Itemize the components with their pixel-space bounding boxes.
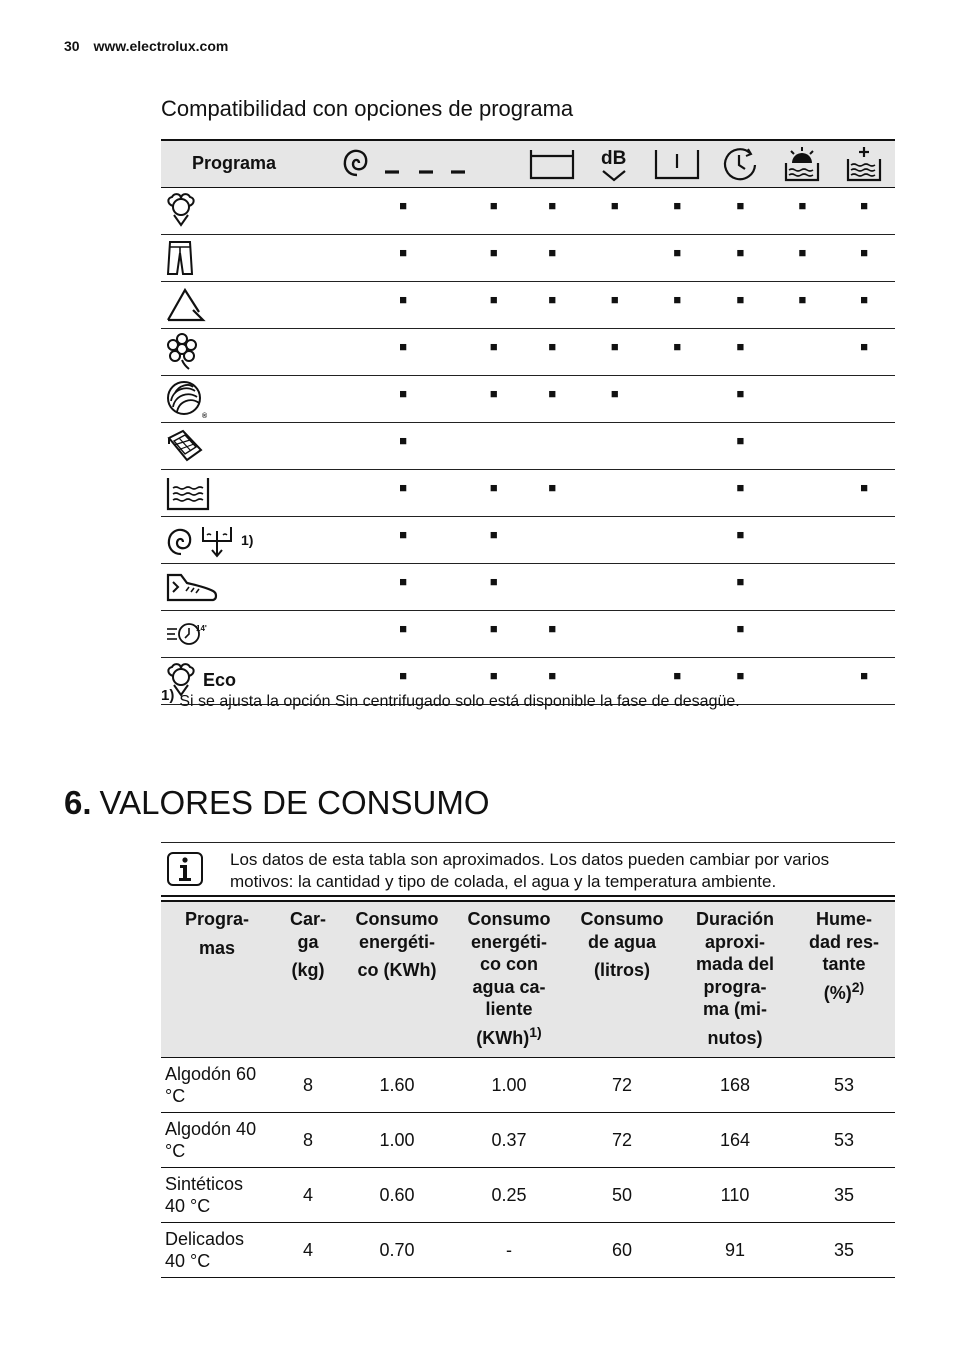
info-icon bbox=[166, 851, 204, 887]
mark-cell bbox=[833, 516, 895, 563]
mark-cell bbox=[772, 422, 834, 469]
mark-cell: ■ bbox=[520, 375, 584, 422]
mark-cell: ■ bbox=[645, 328, 709, 375]
mark-cell bbox=[645, 516, 709, 563]
table-row bbox=[161, 187, 895, 234]
page-header bbox=[64, 38, 228, 54]
mark-cell: ■ bbox=[645, 657, 709, 704]
synthetics-icon bbox=[165, 286, 207, 324]
column-header: Consumo energéti- co (KWh) bbox=[343, 901, 451, 1058]
table-cell: 50 bbox=[567, 1168, 677, 1223]
mark-cell: ■ bbox=[520, 187, 584, 234]
mark-cell: ■ bbox=[833, 469, 895, 516]
table-row bbox=[161, 516, 895, 563]
mark-cell: ■ bbox=[339, 234, 467, 281]
column-header: Progra- mas bbox=[161, 901, 273, 1058]
site-url: www.electrolux.com bbox=[93, 38, 229, 54]
mark-cell bbox=[833, 422, 895, 469]
table-cell: 8 bbox=[273, 1058, 343, 1113]
mark-cell bbox=[772, 328, 834, 375]
info-note bbox=[161, 842, 895, 897]
compat-title: Compatibilidad con opciones de programa bbox=[161, 96, 574, 121]
duvet-icon bbox=[165, 428, 205, 464]
table-cell: 53 bbox=[793, 1113, 895, 1168]
mark-cell: ■ bbox=[709, 234, 771, 281]
mark-cell bbox=[584, 563, 645, 610]
table-row bbox=[161, 328, 895, 375]
program-header: Programa bbox=[161, 140, 339, 187]
table-cell: 91 bbox=[677, 1223, 793, 1278]
svg-text:14': 14' bbox=[196, 623, 207, 633]
footnote-text: Si se ajusta la opción Sin centrifugado solo está disponible la fase de desagüe. bbox=[179, 693, 740, 710]
program-name: Sintéticos 40 °C bbox=[161, 1168, 273, 1223]
mark-cell: ■ bbox=[520, 657, 584, 704]
mark-cell: ■ bbox=[467, 187, 520, 234]
mark-cell: ■ bbox=[645, 234, 709, 281]
table-cell: 4 bbox=[273, 1168, 343, 1223]
consumption-table bbox=[161, 900, 895, 1278]
svg-text:®: ® bbox=[202, 412, 208, 419]
mark-cell: ■ bbox=[339, 657, 467, 704]
table-row bbox=[161, 1058, 895, 1113]
mark-cell: ■ bbox=[467, 328, 520, 375]
mark-cell bbox=[520, 563, 584, 610]
prewash-icon bbox=[772, 140, 834, 187]
table-row bbox=[161, 234, 895, 281]
mark-cell bbox=[584, 610, 645, 657]
column-header: Duración aproxi- mada del progra- ma (mi- nutos) bbox=[677, 901, 793, 1058]
mark-cell: ■ bbox=[339, 281, 467, 328]
mark-cell bbox=[645, 563, 709, 610]
table-cell: 72 bbox=[567, 1058, 677, 1113]
page-number: 30 bbox=[64, 38, 80, 54]
mark-cell: ■ bbox=[467, 375, 520, 422]
column-header: Car- ga (kg) bbox=[273, 901, 343, 1058]
program-name: Delicados 40 °C bbox=[161, 1223, 273, 1278]
table-cell: 1.00 bbox=[451, 1058, 567, 1113]
rinse-hold-icon bbox=[645, 140, 709, 187]
table-cell: 164 bbox=[677, 1113, 793, 1168]
mark-cell bbox=[772, 516, 834, 563]
mark-cell: ■ bbox=[645, 187, 709, 234]
mark-cell: ■ bbox=[339, 563, 467, 610]
mark-cell: ■ bbox=[833, 328, 895, 375]
cotton-icon bbox=[165, 193, 197, 229]
mark-cell: ■ bbox=[709, 187, 771, 234]
mark-cell bbox=[833, 563, 895, 610]
table-row bbox=[161, 563, 895, 610]
mark-cell: ■ bbox=[467, 610, 520, 657]
mark-cell: ■ bbox=[833, 187, 895, 234]
mark-cell bbox=[645, 375, 709, 422]
column-header: Consumo energéti- co con agua ca- liente (KWh)$^{1)}$ bbox=[451, 901, 567, 1058]
table-cell: 110 bbox=[677, 1168, 793, 1223]
stain-icon bbox=[520, 140, 584, 187]
mark-cell bbox=[584, 469, 645, 516]
mark-cell: ■ bbox=[467, 657, 520, 704]
section-heading bbox=[64, 784, 490, 822]
mark-cell bbox=[772, 657, 834, 704]
mark-cell: ■ bbox=[584, 328, 645, 375]
mark-cell: ■ bbox=[467, 281, 520, 328]
table-cell: 1.60 bbox=[343, 1058, 451, 1113]
mark-cell: ■ bbox=[772, 187, 834, 234]
mark-cell bbox=[645, 610, 709, 657]
mark-cell bbox=[520, 422, 584, 469]
compatibility-table bbox=[161, 139, 895, 705]
svg-text:dB: dB bbox=[600, 147, 627, 169]
mark-cell: ■ bbox=[520, 328, 584, 375]
time-delay-icon bbox=[709, 140, 771, 187]
table-cell: 8 bbox=[273, 1113, 343, 1168]
mark-cell bbox=[772, 563, 834, 610]
table-cell: 0.37 bbox=[451, 1113, 567, 1168]
table-row bbox=[161, 469, 895, 516]
table-row bbox=[161, 1168, 895, 1223]
row-label: Eco bbox=[203, 670, 237, 690]
mark-cell bbox=[772, 610, 834, 657]
table-row bbox=[161, 375, 895, 422]
mark-cell: ■ bbox=[584, 375, 645, 422]
table-cell: 0.60 bbox=[343, 1168, 451, 1223]
mark-cell: ■ bbox=[709, 422, 771, 469]
table-cell: 60 bbox=[567, 1223, 677, 1278]
table-cell: 35 bbox=[793, 1223, 895, 1278]
mark-cell: ■ bbox=[339, 328, 467, 375]
table-cell: 0.25 bbox=[451, 1168, 567, 1223]
table-cell: 1.00 bbox=[343, 1113, 451, 1168]
column-header: Consumo de agua (litros) bbox=[567, 901, 677, 1058]
mark-cell: ■ bbox=[339, 422, 467, 469]
mark-cell: ■ bbox=[467, 516, 520, 563]
mark-cell bbox=[645, 422, 709, 469]
quiet-icon bbox=[584, 140, 645, 187]
mark-cell: ■ bbox=[467, 234, 520, 281]
table-cell: 4 bbox=[273, 1223, 343, 1278]
jeans-icon bbox=[165, 239, 195, 277]
mark-cell: ■ bbox=[520, 234, 584, 281]
section-number: 6. bbox=[64, 784, 92, 821]
quick-14-icon bbox=[165, 620, 211, 648]
table-row bbox=[161, 610, 895, 657]
mark-cell bbox=[467, 422, 520, 469]
mark-cell bbox=[520, 516, 584, 563]
mark-cell bbox=[772, 375, 834, 422]
mark-cell: ■ bbox=[772, 281, 834, 328]
wool-icon bbox=[165, 379, 209, 419]
mark-cell: ■ bbox=[709, 657, 771, 704]
program-name: Algodón 40 °C bbox=[161, 1113, 273, 1168]
sport-shoe-icon bbox=[165, 569, 219, 605]
mark-cell: ■ bbox=[709, 328, 771, 375]
mark-cell: ■ bbox=[709, 281, 771, 328]
mark-cell: ■ bbox=[709, 563, 771, 610]
mark-cell: ■ bbox=[709, 375, 771, 422]
mark-cell: ■ bbox=[339, 187, 467, 234]
mark-cell: ■ bbox=[709, 516, 771, 563]
mark-cell: ■ bbox=[520, 281, 584, 328]
mark-cell: ■ bbox=[339, 469, 467, 516]
mark-cell bbox=[584, 234, 645, 281]
mark-cell: ■ bbox=[339, 516, 467, 563]
mark-cell: ■ bbox=[833, 657, 895, 704]
extra-rinse-icon bbox=[833, 140, 895, 187]
mark-cell bbox=[833, 610, 895, 657]
mark-cell bbox=[584, 516, 645, 563]
table-cell: 168 bbox=[677, 1058, 793, 1113]
table-cell: 53 bbox=[793, 1058, 895, 1113]
table-row bbox=[161, 1113, 895, 1168]
table-row bbox=[161, 1223, 895, 1278]
table-cell: 0.70 bbox=[343, 1223, 451, 1278]
mark-cell: ■ bbox=[339, 610, 467, 657]
note-text: Los datos de esta tabla son aproximados. Los datos pueden cambiar por varios motivos: la cantidad y tipo de colada, el agua y la temperatura ambiente. bbox=[230, 850, 830, 891]
mark-cell: ■ bbox=[584, 187, 645, 234]
spin-drain-icon bbox=[165, 521, 235, 559]
rinse-icon bbox=[165, 474, 211, 512]
mark-cell: ■ bbox=[709, 610, 771, 657]
column-header: Hume- dad res- tante (%)$^{2)}$ bbox=[793, 901, 895, 1058]
table-cell: 35 bbox=[793, 1168, 895, 1223]
mark-cell bbox=[584, 422, 645, 469]
mark-cell bbox=[645, 469, 709, 516]
spin-reduction-icon bbox=[339, 140, 467, 187]
section-title: VALORES DE CONSUMO bbox=[99, 784, 490, 821]
compat-footnote bbox=[161, 686, 740, 711]
delicates-icon bbox=[165, 333, 199, 371]
mark-cell: ■ bbox=[709, 469, 771, 516]
mark-cell bbox=[833, 375, 895, 422]
table-row bbox=[161, 281, 895, 328]
table-cell: - bbox=[451, 1223, 567, 1278]
mark-cell: ■ bbox=[467, 469, 520, 516]
mark-cell: ■ bbox=[645, 281, 709, 328]
row-label: 1) bbox=[241, 531, 254, 548]
mark-cell: ■ bbox=[339, 375, 467, 422]
mark-cell: ■ bbox=[584, 281, 645, 328]
mark-cell: ■ bbox=[833, 234, 895, 281]
mark-cell bbox=[772, 469, 834, 516]
program-name: Algodón 60 °C bbox=[161, 1058, 273, 1113]
mark-cell: ■ bbox=[520, 610, 584, 657]
footnote-mark: 1) bbox=[161, 686, 175, 704]
mark-cell: ■ bbox=[772, 234, 834, 281]
mark-cell: ■ bbox=[520, 469, 584, 516]
table-row bbox=[161, 422, 895, 469]
mark-cell: ■ bbox=[833, 281, 895, 328]
table-cell: 72 bbox=[567, 1113, 677, 1168]
mark-cell: ■ bbox=[467, 563, 520, 610]
